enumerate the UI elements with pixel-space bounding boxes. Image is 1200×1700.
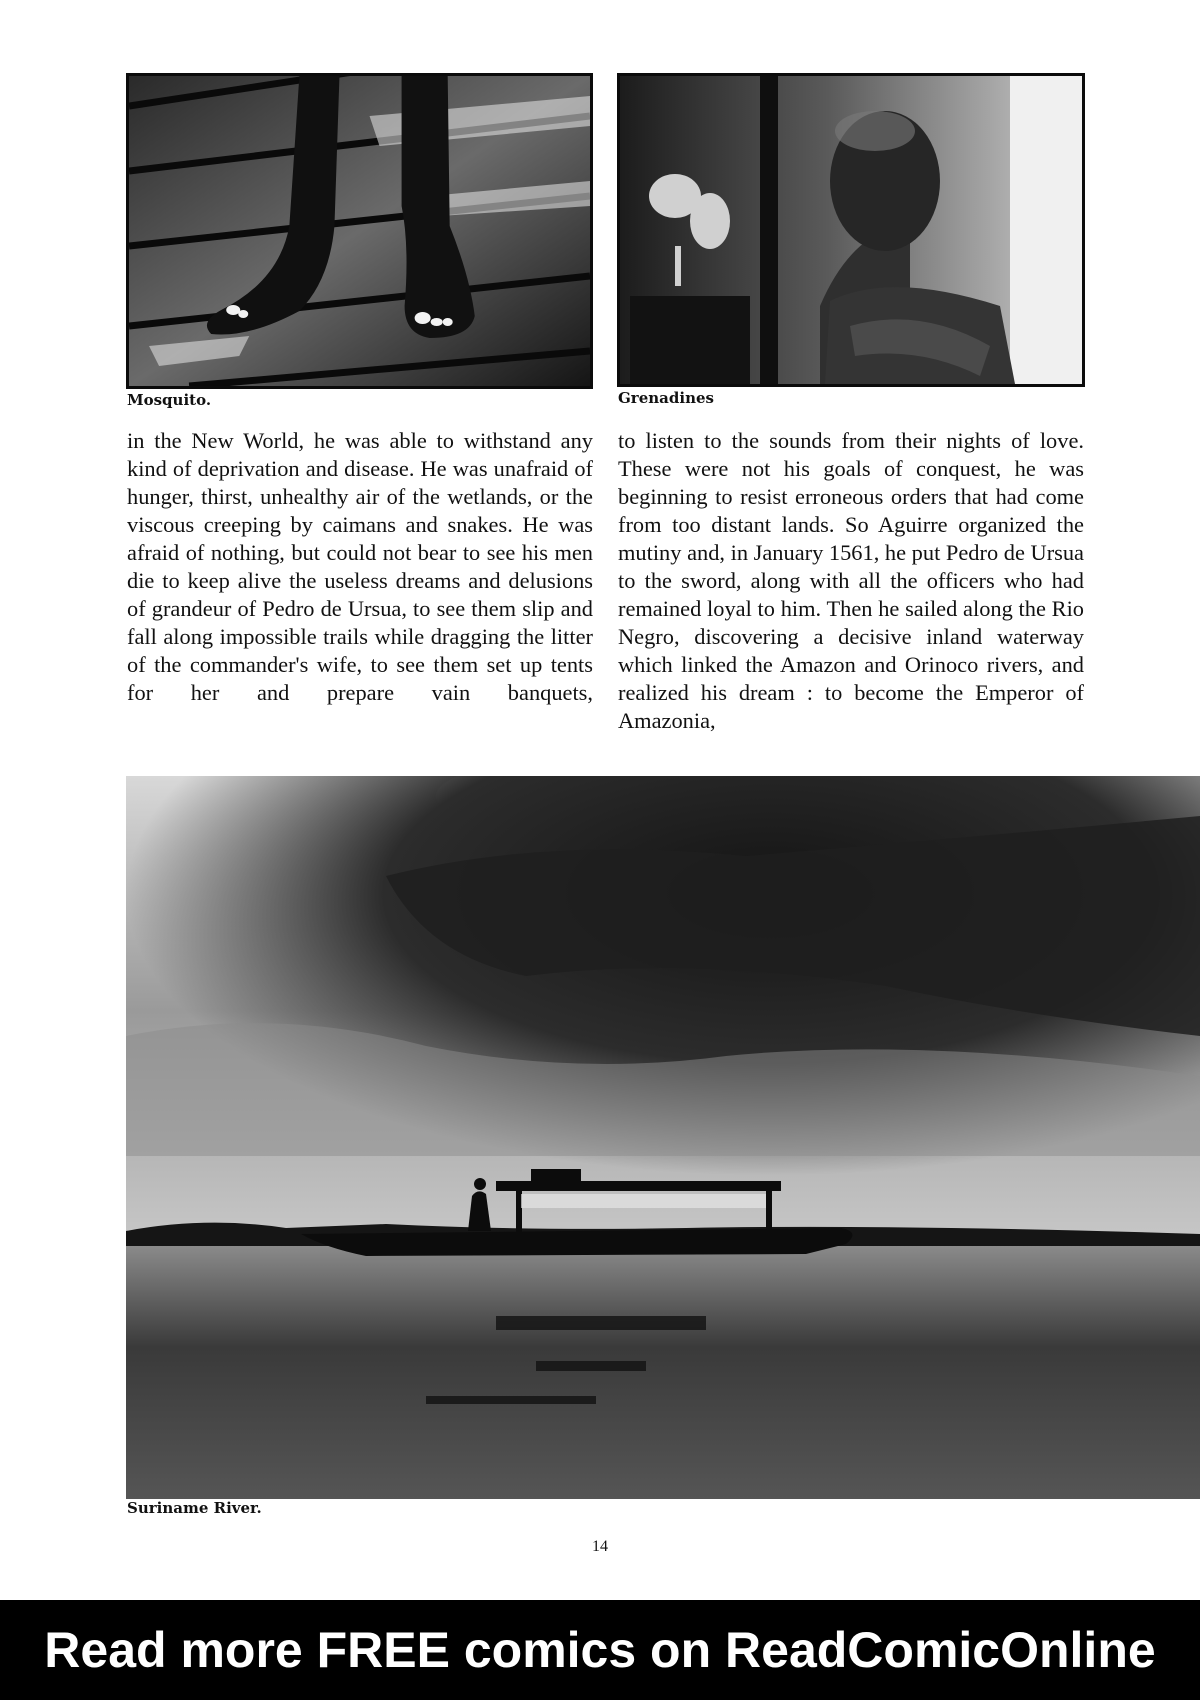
feet-on-deck-image	[129, 76, 590, 386]
river-boat-image	[126, 776, 1200, 1499]
footer-banner[interactable]	[0, 1600, 1200, 1700]
photo-caption-mosquito: Mosquito.	[127, 391, 212, 409]
photo-mosquito-feet	[126, 73, 593, 389]
photo-caption-river: Suriname River.	[127, 1499, 262, 1517]
page-number: 14	[592, 1538, 608, 1555]
photo-caption-grenadines: Grenadines	[618, 389, 714, 407]
footer-banner-text[interactable]: Read more FREE comics on ReadComicOnline	[44, 1622, 1156, 1678]
article-column-left: in the New World, he was able to withstand any kind of deprivation and disease. He was unafraid of hunger, thirst, unhealthy air of the wetlands, or the viscous creeping by caimans and snakes. He was afraid of nothing, but could not bear to see his men die to keep alive the useless dreams and delusions of grandeur of Pedro de Ursua, to see them slip and fall along impossible trails while dragging the litter of the commander's wife, to see them set up tents for her and prepare vain banquets,	[127, 428, 593, 705]
article-column-right: to listen to the sounds from their nights of love. These were not his goals of conquest, he was beginning to resist erroneous orders that had come from too distant lands. So Aguirre organized the mutiny and, in January 1561, he put Pedro de Ursua to the sword, along with all the officers who had remained loyal to him. Then he sailed along the Rio Negro, discovering a decisive inland waterway which linked the Amazon and Orinoco rivers, and realized his dream : to become the Emperor of Amazonia,	[618, 428, 1084, 733]
photo-suriname-river	[126, 776, 1200, 1499]
photo-grenadines-portrait	[617, 73, 1085, 387]
man-portrait-image	[620, 76, 1082, 384]
